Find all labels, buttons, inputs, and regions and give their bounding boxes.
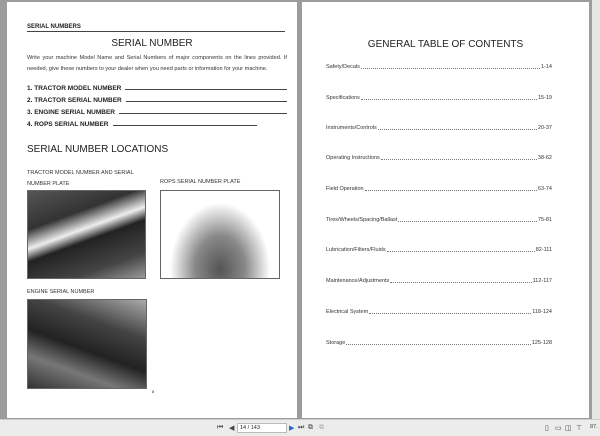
page-input[interactable]: 14 / 143 xyxy=(237,423,287,433)
engine-label: ENGINE SERIAL NUMBER xyxy=(27,289,95,295)
toc-pages: 1-14 xyxy=(540,64,552,70)
zoom-level[interactable]: 87. xyxy=(590,424,598,430)
serial-item xyxy=(27,121,257,128)
tractor-plate-label: TRACTOR MODEL NUMBER AND SERIAL NUMBER PLATE xyxy=(27,170,134,187)
blank-line xyxy=(113,125,257,126)
rops-plate-label: ROPS SERIAL NUMBER PLATE xyxy=(160,179,241,185)
toc-entry[interactable] xyxy=(326,155,552,161)
blank-line xyxy=(126,101,287,102)
toc-pages: 20-37 xyxy=(537,125,552,131)
next-page-icon[interactable]: ▶ xyxy=(289,425,295,432)
serial-item xyxy=(27,85,287,92)
right-page xyxy=(302,2,589,418)
toc-title: GENERAL TABLE OF CONTENTS xyxy=(367,39,524,50)
toc-leader xyxy=(378,129,537,130)
toc-label: Storage xyxy=(326,340,346,346)
toc-leader xyxy=(346,344,531,345)
tractor-plate-photo xyxy=(27,190,146,279)
toc-leader xyxy=(390,282,531,283)
toc-entry[interactable] xyxy=(326,95,552,101)
toc-label: Tires/Wheels/Spacing/Ballast xyxy=(326,217,398,223)
toc-leader xyxy=(369,313,531,314)
copy-icon[interactable]: ⧉ xyxy=(308,424,313,431)
toc-leader xyxy=(361,99,537,100)
toc-entry[interactable] xyxy=(326,64,552,70)
toc-leader xyxy=(361,68,540,69)
toc-label: Electrical System xyxy=(326,309,369,315)
toc-entry[interactable] xyxy=(326,186,552,192)
toc-label: Maintenance/Adjustments xyxy=(326,278,390,284)
toc-label: Instruments/Controls xyxy=(326,125,377,131)
intro-paragraph: Write your machine Model Name and Serial Numbers of major components on the lines provided. If needed, give these numbers to your dealer when you need parts or information for your machine. xyxy=(27,55,287,72)
left-page xyxy=(7,2,297,418)
toc-pages: 82-111 xyxy=(535,247,552,253)
toc-entry[interactable] xyxy=(326,217,552,223)
toc-entry[interactable] xyxy=(326,247,552,253)
toc-label: Safety/Decals xyxy=(326,64,360,70)
item-label: 1. TRACTOR MODEL NUMBER xyxy=(27,85,122,92)
toc-pages: 118-124 xyxy=(532,309,552,315)
first-page-icon[interactable]: ⏮ xyxy=(217,424,224,431)
toc-label: Field Operation xyxy=(326,186,364,192)
toc-label: Specifications xyxy=(326,95,360,101)
item-label: 3. ENGINE SERIAL NUMBER xyxy=(27,109,116,116)
vertical-scrollbar[interactable] xyxy=(592,0,600,419)
item-label: 2. TRACTOR SERIAL NUMBER xyxy=(27,97,122,104)
toc-pages: 38-62 xyxy=(537,155,552,161)
fit-icon[interactable]: ⊤ xyxy=(576,425,583,432)
continuous-icon[interactable]: ▭ xyxy=(555,425,562,432)
toc-entry[interactable] xyxy=(326,340,552,346)
page-number: 8 xyxy=(152,389,155,394)
section-header: SERIAL NUMBERS xyxy=(27,24,285,32)
toc-label: Lubrication/Filters/Fluids xyxy=(326,247,386,253)
locations-title: SERIAL NUMBER LOCATIONS xyxy=(27,144,169,155)
toc-entry[interactable] xyxy=(326,125,552,131)
toc-pages: 15-19 xyxy=(537,95,552,101)
serial-item xyxy=(27,109,287,116)
toc-entry[interactable] xyxy=(326,278,552,284)
toc-pages: 125-128 xyxy=(531,340,552,346)
single-page-icon[interactable]: ▯ xyxy=(545,425,549,432)
engine-photo xyxy=(27,299,147,389)
prev-page-icon[interactable]: ◀ xyxy=(229,425,235,432)
paste-icon[interactable]: ⧉ xyxy=(319,424,324,431)
two-page-icon[interactable]: ◫ xyxy=(565,425,572,432)
page-title: SERIAL NUMBER xyxy=(111,38,193,49)
last-page-icon[interactable]: ⏭ xyxy=(298,424,305,431)
toc-leader xyxy=(387,251,535,252)
toc-entry[interactable] xyxy=(326,309,552,315)
toc-leader xyxy=(381,159,537,160)
toc-leader xyxy=(398,221,537,222)
blank-line xyxy=(119,113,287,114)
item-label: 4. ROPS SERIAL NUMBER xyxy=(27,121,109,128)
serial-item xyxy=(27,97,287,104)
pdf-toolbar xyxy=(0,419,600,436)
toc-pages: 63-74 xyxy=(537,186,552,192)
rops-plate-photo xyxy=(160,190,280,279)
toc-pages: 75-81 xyxy=(537,217,552,223)
toc-leader xyxy=(365,190,537,191)
toc-label: Operating Instructions xyxy=(326,155,380,161)
toc-pages: 112-117 xyxy=(532,278,552,284)
blank-line xyxy=(125,89,287,90)
